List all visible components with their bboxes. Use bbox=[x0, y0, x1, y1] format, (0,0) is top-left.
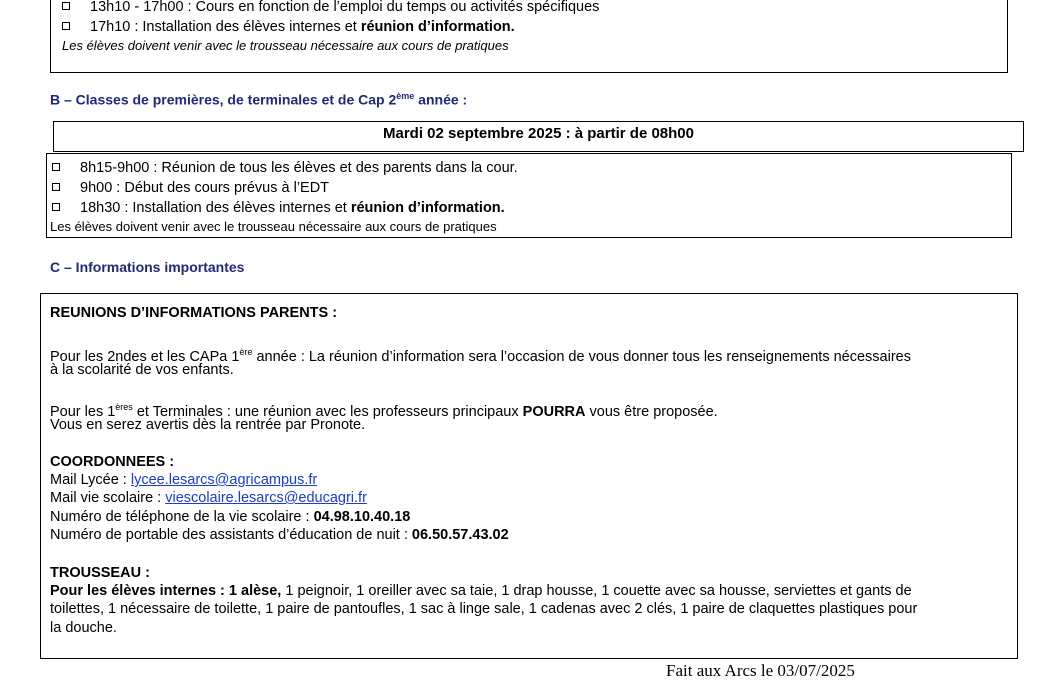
tel-vie-scolaire-line: Numéro de téléphone de la vie scolaire : 04.98.10.40.18 bbox=[50, 509, 411, 525]
trousseau-line-2: toilettes, 1 nécessaire de toilette, 1 paire de pantoufles, 1 sac à linge sale, 1 cadenas avec 2 clés, 1 paire de claquettes plastiques pour bbox=[50, 601, 918, 617]
checkbox-icon bbox=[52, 183, 60, 191]
list-item: 13h10 - 17h00 : Cours en fonction de l’emploi du temps ou activités spécifiques bbox=[62, 0, 599, 16]
reunions-title: REUNIONS D’INFORMATIONS PARENTS : bbox=[50, 305, 338, 321]
checkbox-icon bbox=[62, 22, 70, 30]
checkbox-icon bbox=[62, 2, 70, 10]
mail-vie-scolaire-line: Mail vie scolaire : viescolaire.lesarcs@educagri.fr bbox=[50, 490, 367, 506]
date-banner-text: Mardi 02 septembre 2025 : à partir de 08h00 bbox=[383, 125, 694, 142]
list-item: 18h30 : Installation des élèves internes et réunion d’information. bbox=[52, 199, 505, 217]
section-a-note: Les élèves doivent venir avec le trousseau nécessaire aux cours de pratiques bbox=[62, 38, 509, 53]
checkbox-icon bbox=[52, 203, 60, 211]
mail-lycee-link[interactable]: lycee.lesarcs@agricampus.fr bbox=[130, 472, 318, 488]
reunions-paragraph-2: Pour les 1ères et Terminales : une réunion avec les professeurs principaux POURRA vous être proposée. bbox=[50, 402, 718, 420]
list-item: 8h15-9h00 : Réunion de tous les élèves et des parents dans la cour. bbox=[52, 159, 518, 177]
trousseau-line-3: la douche. bbox=[50, 620, 117, 636]
section-b-heading: B – Classes de premières, de terminales et de Cap 2ème année : bbox=[50, 91, 468, 108]
list-item: 17h10 : Installation des élèves internes et réunion d’information. bbox=[62, 18, 515, 36]
coordonnees-title: COORDONNEES : bbox=[50, 454, 175, 470]
trousseau-title: TROUSSEAU : bbox=[50, 565, 150, 581]
reunions-paragraph-1-line2: à la scolarité de vos enfants. bbox=[50, 362, 234, 378]
trousseau-line-1: Pour les élèves internes : 1 alèse, 1 peignoir, 1 oreiller avec sa taie, 1 drap housse, 1 couette avec sa housse, serviettes et gants de bbox=[50, 583, 912, 599]
list-item: 9h00 : Début des cours prévus à l’EDT bbox=[52, 179, 329, 197]
mail-lycee-line: Mail Lycée : lycee.lesarcs@agricampus.fr bbox=[50, 472, 318, 488]
checkbox-icon bbox=[52, 163, 60, 171]
section-c-heading: C – Informations importantes bbox=[50, 259, 245, 275]
section-b-note: Les élèves doivent venir avec le trousseau nécessaire aux cours de pratiques bbox=[50, 219, 497, 234]
reunions-paragraph-1: Pour les 2ndes et les CAPa 1ère année : La réunion d’information sera l’occasion de vous donner tous les renseignements nécessaires bbox=[50, 347, 911, 365]
mail-vie-scolaire-link[interactable]: viescolaire.lesarcs@educagri.fr bbox=[165, 490, 367, 506]
reunions-paragraph-3: Vous en serez avertis dès la rentrée par Pronote. bbox=[50, 417, 366, 433]
tel-nuit-line: Numéro de portable des assistants d’éducation de nuit : 06.50.57.43.02 bbox=[50, 527, 509, 543]
footer-signature-line: Fait aux Arcs le 03/07/2025 bbox=[666, 661, 855, 680]
